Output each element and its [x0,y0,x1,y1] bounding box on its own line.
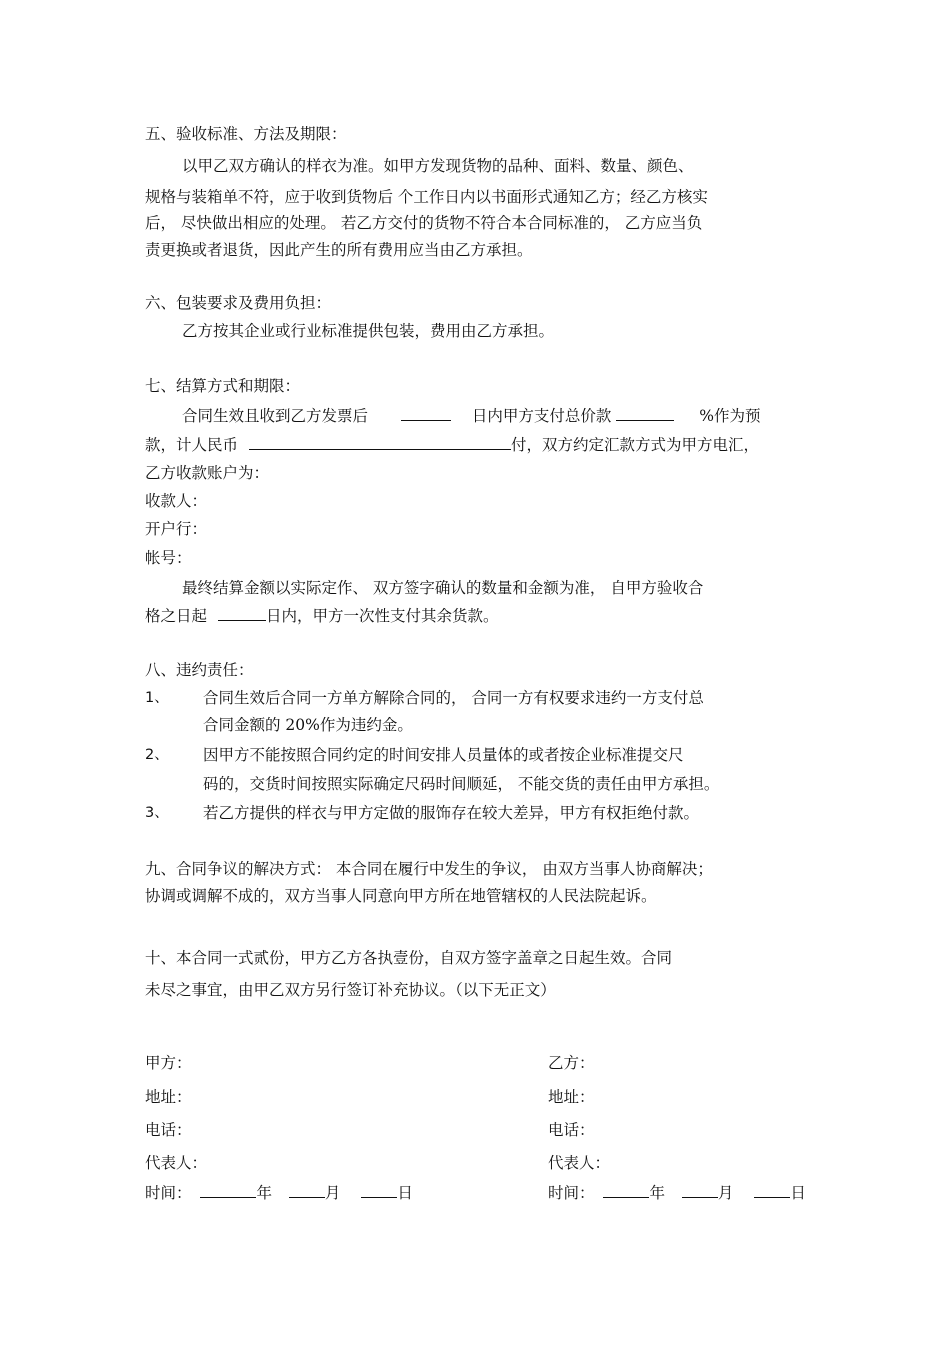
section-5-line-2: 规格与装箱单不符，应于收到货物后 个工作日内以书面形式通知乙方；经乙方核实 [145,188,708,206]
party-a-month-blank [289,1183,325,1198]
clause-2-line-2: 码的，交货时间按照实际确定尺码时间顺延， 不能交货的责任由甲方承担。 [203,775,720,793]
rmb-text: 款，计人民币 [145,436,239,454]
party-b-month-label: 月 [717,1184,734,1202]
party-b-day-label: 日 [790,1184,806,1202]
clause-3-number: 3、 [145,805,169,821]
party-a-day-blank [361,1183,397,1198]
section-6-line-1: 乙方按其企业或行业标准提供包装，费用由乙方承担。 [182,322,555,340]
payment-days-text: 合同生效且收到乙方发票后 [182,407,369,425]
section-6-heading: 六、包装要求及费用负担： [145,294,332,312]
section-7-line-5 [145,606,498,626]
section-7-line-2 [145,435,759,455]
account-label: 帐号： [145,549,192,567]
percent-blank [616,406,674,421]
section-5-heading: 五、验收标准、方法及期限： [145,125,347,143]
party-a-year-blank [200,1183,256,1198]
balance-start-text: 格之日起 [145,607,208,625]
section-5-line-4: 责更换或者退货，因此产生的所有费用应当由乙方承担。 [145,241,533,259]
section-10-line-2: 未尽之事宜，由甲乙双方另行签订补充协议。（以下无正文） [145,981,556,999]
party-b-representative-label: 代表人： [548,1154,611,1172]
section-5-line-1: 以甲乙双方确认的样衣为准。如甲方发现货物的品种、面料、数量、颜色、 [182,157,694,175]
party-b-year-blank [603,1183,649,1198]
party-a-year-label: 年 [256,1184,272,1202]
party-a-time-label: 时间： [145,1184,192,1202]
party-b-year-label: 年 [649,1184,665,1202]
section-7-heading: 七、结算方式和期限： [145,377,301,395]
section-7-line-3: 乙方收款账户为： [145,464,270,482]
payee-label: 收款人： [145,492,208,510]
bank-label: 开户行： [145,520,208,538]
clause-3-line-1: 若乙方提供的样衣与甲方定做的服饰存在较大差异，甲方有权拒绝付款。 [203,804,700,822]
balance-text: 日内，甲方一次性支付其余货款。 [265,607,499,625]
clause-1-number: 1、 [145,690,169,706]
clause-2-number: 2、 [145,747,169,763]
section-10-line-1: 十、本合同一式贰份，甲方乙方各执壹份，自双方签字盖章之日起生效。合同 [145,949,673,967]
party-b-address-label: 地址： [548,1088,595,1106]
party-a-month-label: 月 [324,1184,341,1202]
party-b-month-blank [682,1183,718,1198]
party-b-label: 乙方： [548,1054,595,1072]
section-7-line-4: 最终结算金额以实际定作、 双方签字确认的数量和金额为准， 自甲方验收合 [182,579,704,597]
party-b-time-label: 时间： [548,1184,595,1202]
clause-1-line-2: 合同金额的 20%作为违约金。 [203,716,413,734]
rmb-amount-blank [249,435,511,450]
party-a-representative-label: 代表人： [145,1154,208,1172]
party-a-label: 甲方： [145,1054,192,1072]
balance-days-blank [218,606,266,621]
payment-days-blank [401,406,451,421]
section-9-line-2: 协调或调解不成的，双方当事人同意向甲方所在地管辖权的人民法院起诉。 [145,887,657,905]
clause-2-line-1: 因甲方不能按照合同约定的时间安排人员量体的或者按企业标准提交尺 [203,746,684,764]
total-price-text: 日内甲方支付总价款 [471,407,612,425]
party-b-date-line [548,1183,806,1203]
party-a-address-label: 地址： [145,1088,192,1106]
section-7-line-1 [182,406,761,426]
section-9-line-1: 九、合同争议的解决方式： 本合同在履行中发生的争议， 由双方当事人协商解决； [145,860,713,878]
remittance-text: 付，双方约定汇款方式为甲方电汇， [510,436,759,454]
prepay-text: %作为预 [699,407,761,425]
clause-1-line-1: 合同生效后合同一方单方解除合同的， 合同一方有权要求违约一方支付总 [203,689,704,707]
party-b-phone-label: 电话： [548,1121,595,1139]
party-a-phone-label: 电话： [145,1121,192,1139]
section-5-line-3: 后， 尽快做出相应的处理。 若乙方交付的货物不符合本合同标准的， 乙方应当负 [145,214,703,232]
section-8-heading: 八、违约责任： [145,661,254,679]
party-a-day-label: 日 [397,1184,413,1202]
party-a-date-line [145,1183,413,1203]
party-b-day-blank [754,1183,790,1198]
